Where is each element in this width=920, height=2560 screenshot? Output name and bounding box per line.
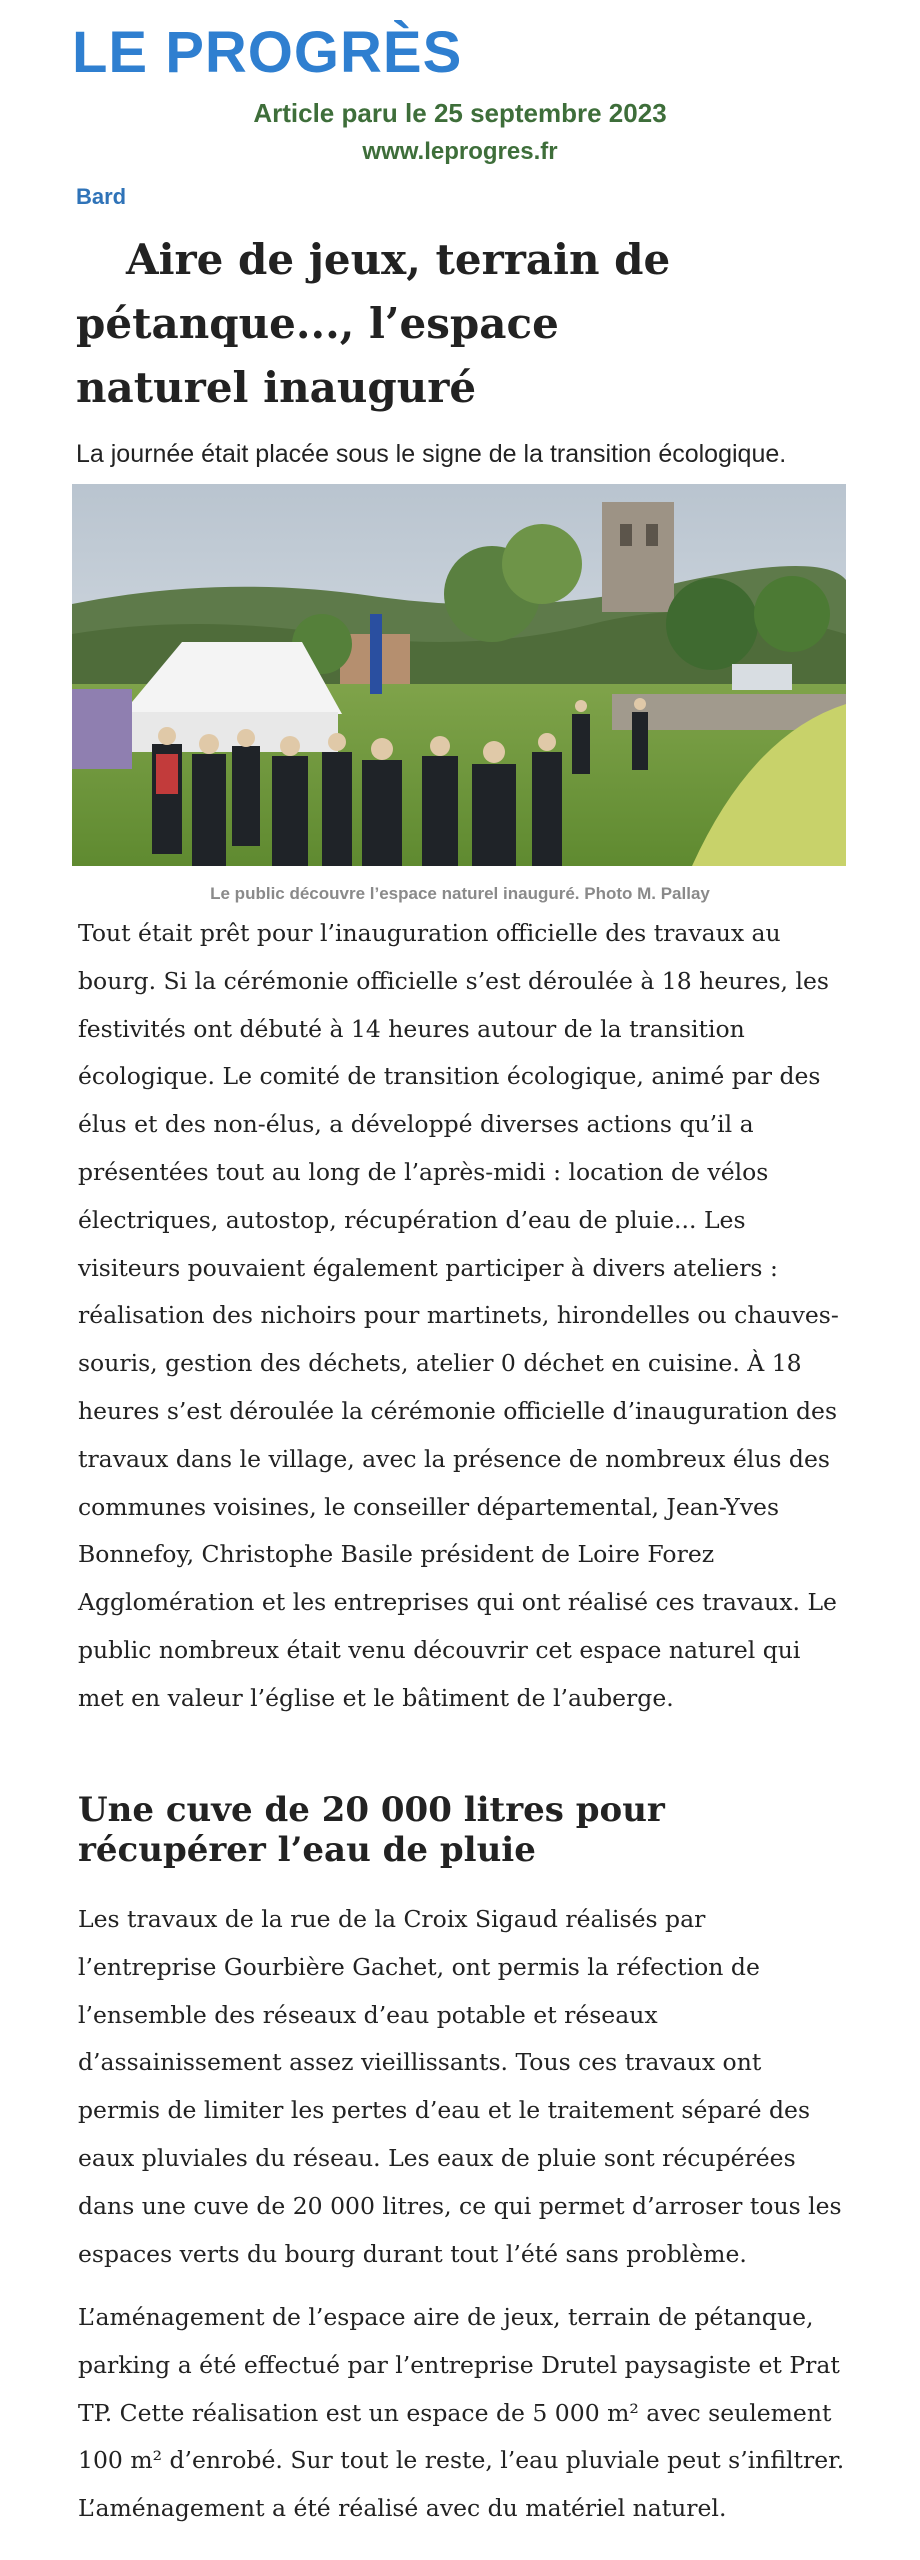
article-subheading: Une cuve de 20 000 litres pour récupérer l’eau de pluie [78,1790,665,1870]
website-url[interactable]: www.leprogres.fr [362,138,558,165]
article-rubric: Bard [76,184,127,209]
article-title: Aire de jeux, terrain de pétanque..., l’espace naturel inauguré [76,235,671,412]
photo-caption: Le public découvre l’espace naturel inauguré. Photo M. Pallay [210,884,710,903]
newspaper-logo: LE PROGRÈS [72,20,463,85]
publication-date: Article paru le 25 septembre 2023 [253,98,667,128]
article-paragraph: L’aménagement de l’espace aire de jeux, terrain de pétanque, parking a été effectué par l’entreprise Drutel paysagiste et Prat TP. Cette réalisation est un espace de 5 000 m² avec seulement 100 m² d’enrobé. Sur tout le reste, l’eau pluviale peut s’infiltrer. L’aménagement a été réalisé avec du matériel naturel. [78,2303,845,2523]
event-photo [72,484,846,866]
article-lead: La journée était placée sous le signe de la transition écologique. [76,440,787,468]
article-paragraph: Tout était prêt pour l’inauguration officielle des travaux au bourg. Si la cérémonie officielle s’est déroulée à 18 heures, les festivités ont débuté à 14 heures autour de la transition écologique. Le comité de transition écologique, animé par des élus et des non-élus, a développé diverses actions qu’il a présentées tout au long de l’après-midi : location de vélos électriques, autostop, récupération d’eau de pluie... Les visiteurs pouvaient également participer à divers ateliers : réalisation des nichoirs pour martinets, hirondelles ou chauves-souris, gestion des déchets, atelier 0 déchet en cuisine. À 18 heures s’est déroulée la cérémonie officielle d’inauguration des travaux dans le village, avec la présence de nombreux élus des communes voisines, le conseiller départemental, Jean-Yves Bonnefoy, Christophe Basile président de Loire Forez Agglomération et les entreprises qui ont réalisé ces travaux. Le public nombreux était venu découvrir cet espace naturel qui met en valeur l’église et le bâtiment de l’auberge. [78,919,839,1712]
article-paragraph: Les travaux de la rue de la Croix Sigaud réalisés par l’entreprise Gourbière Gachet, ont permis la réfection de l’ensemble des réseaux d’eau potable et réseaux d’assainissement assez vieillissants. Tous ces travaux ont permis de limiter les pertes d’eau et le traitement séparé des eaux pluviales du réseau. Les eaux de pluie sont récupérées dans une cuve de 20 000 litres, ce qui permet d’arroser tous les espaces verts du bourg durant tout l’été sans problème. [78,1905,842,2268]
